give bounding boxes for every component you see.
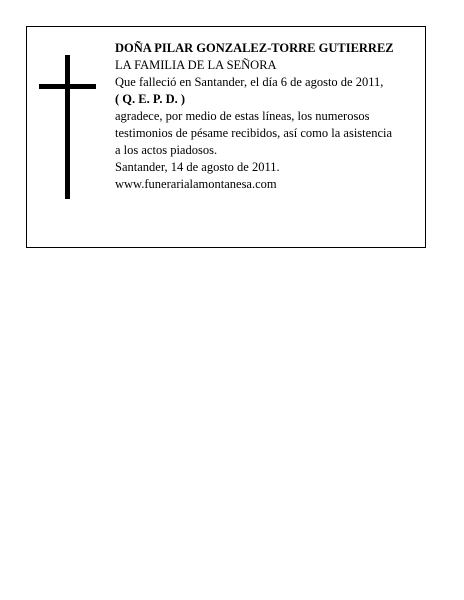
place-date-line: Santander, 14 de agosto de 2011. [115, 160, 280, 174]
notice-text [115, 40, 423, 193]
obituary-notice [26, 26, 426, 248]
message-line-1: agradece, por medio de estas líneas, los numerosos [115, 109, 370, 123]
cross-vertical-bar [65, 55, 70, 199]
death-line: Que falleció en Santander, el día 6 de agosto de 2011, [115, 75, 384, 89]
cross-horizontal-bar [39, 84, 96, 89]
qepd-line: ( Q. E. P. D. ) [115, 92, 186, 106]
deceased-name: DOÑA PILAR GONZALEZ-TORRE GUTIERREZ [115, 41, 394, 55]
message-line-2: testimonios de pésame recibidos, así como la asistencia [115, 126, 393, 140]
family-line: LA FAMILIA DE LA SEÑORA [115, 58, 277, 72]
message-line-3: a los actos piadosos. [115, 143, 218, 157]
website-line: www.funerarialamontanesa.com [115, 177, 277, 191]
